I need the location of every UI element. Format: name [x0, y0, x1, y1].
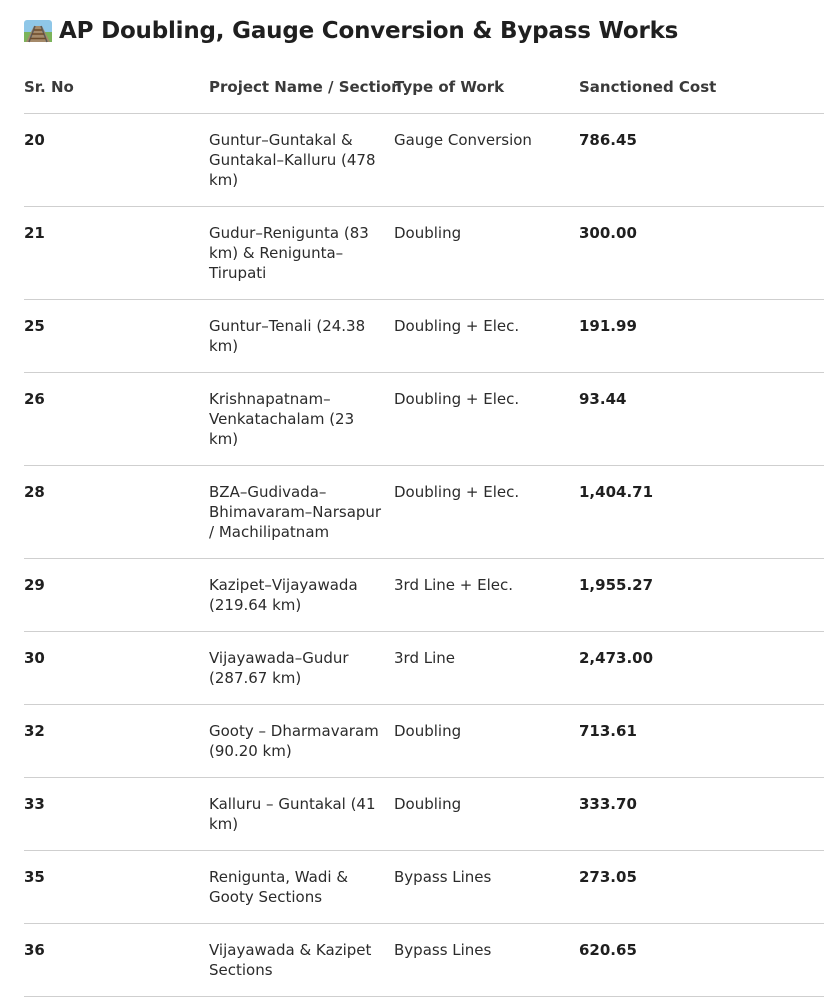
table-row	[24, 705, 824, 778]
table-row	[24, 778, 824, 851]
sr-no-cell: 26	[24, 373, 209, 466]
sanctioned-cost-cell: 1,955.27	[579, 559, 824, 632]
type-of-work-cell: Doubling	[394, 705, 579, 778]
project-name-cell: Gooty – Dharmavaram (90.20 km)	[209, 705, 394, 778]
project-name-cell: Kalluru – Guntakal (41 km)	[209, 778, 394, 851]
table-row	[24, 924, 824, 997]
column-header-sanctioned-cost: Sanctioned Cost	[579, 60, 824, 114]
project-name-cell: Vijayawada–Gudur (287.67 km)	[209, 632, 394, 705]
type-of-work-cell: Doubling	[394, 207, 579, 300]
project-name-cell: Krishnapatnam–Venkatachalam (23 km)	[209, 373, 394, 466]
sr-no-cell: 25	[24, 300, 209, 373]
sr-no-cell: 29	[24, 559, 209, 632]
project-name-cell: Renigunta, Wadi & Gooty Sections	[209, 851, 394, 924]
table-row	[24, 851, 824, 924]
type-of-work-cell: 3rd Line	[394, 632, 579, 705]
sr-no-cell: 28	[24, 466, 209, 559]
sanctioned-cost-cell: 1,404.71	[579, 466, 824, 559]
railway-track-icon	[24, 20, 52, 42]
table-row	[24, 632, 824, 705]
project-name-cell: Guntur–Tenali (24.38 km)	[209, 300, 394, 373]
sr-no-cell: 35	[24, 851, 209, 924]
type-of-work-cell: Doubling + Elec.	[394, 373, 579, 466]
column-header-project-name: Project Name / Section	[209, 60, 394, 114]
page-title: AP Doubling, Gauge Conversion & Bypass Works	[59, 18, 679, 44]
sanctioned-cost-cell: 786.45	[579, 114, 824, 207]
table-scroll-container[interactable]	[24, 60, 717, 979]
table-row	[24, 114, 824, 207]
type-of-work-cell: Doubling	[394, 778, 579, 851]
sr-no-cell: 33	[24, 778, 209, 851]
column-header-sr-no: Sr. No	[24, 60, 209, 114]
table-header-row	[24, 60, 824, 114]
table-row	[24, 559, 824, 632]
table-row	[24, 207, 824, 300]
sanctioned-cost-cell: 273.05	[579, 851, 824, 924]
type-of-work-cell: Gauge Conversion	[394, 114, 579, 207]
project-name-cell: Gudur–Renigunta (83 km) & Renigunta–Tirupati	[209, 207, 394, 300]
type-of-work-cell: Bypass Lines	[394, 924, 579, 997]
sanctioned-cost-cell: 333.70	[579, 778, 824, 851]
sr-no-cell: 36	[24, 924, 209, 997]
sr-no-cell: 32	[24, 705, 209, 778]
table-body	[24, 114, 824, 997]
sanctioned-cost-cell: 713.61	[579, 705, 824, 778]
sr-no-cell: 30	[24, 632, 209, 705]
sr-no-cell: 21	[24, 207, 209, 300]
table-row	[24, 300, 824, 373]
sanctioned-cost-cell: 93.44	[579, 373, 824, 466]
type-of-work-cell: Doubling + Elec.	[394, 300, 579, 373]
sanctioned-cost-cell: 2,473.00	[579, 632, 824, 705]
project-name-cell: Vijayawada & Kazipet Sections	[209, 924, 394, 997]
table-row	[24, 466, 824, 559]
page-heading	[24, 13, 678, 49]
type-of-work-cell: Bypass Lines	[394, 851, 579, 924]
sanctioned-cost-cell: 191.99	[579, 300, 824, 373]
sr-no-cell: 20	[24, 114, 209, 207]
works-table	[24, 60, 824, 997]
type-of-work-cell: Doubling + Elec.	[394, 466, 579, 559]
project-name-cell: Guntur–Guntakal & Guntakal–Kalluru (478 km)	[209, 114, 394, 207]
project-name-cell: BZA–Gudivada–Bhimavaram–Narsapur / Machilipatnam	[209, 466, 394, 559]
sanctioned-cost-cell: 620.65	[579, 924, 824, 997]
type-of-work-cell: 3rd Line + Elec.	[394, 559, 579, 632]
sanctioned-cost-cell: 300.00	[579, 207, 824, 300]
table-row	[24, 373, 824, 466]
column-header-type-of-work: Type of Work	[394, 60, 579, 114]
project-name-cell: Kazipet–Vijayawada (219.64 km)	[209, 559, 394, 632]
